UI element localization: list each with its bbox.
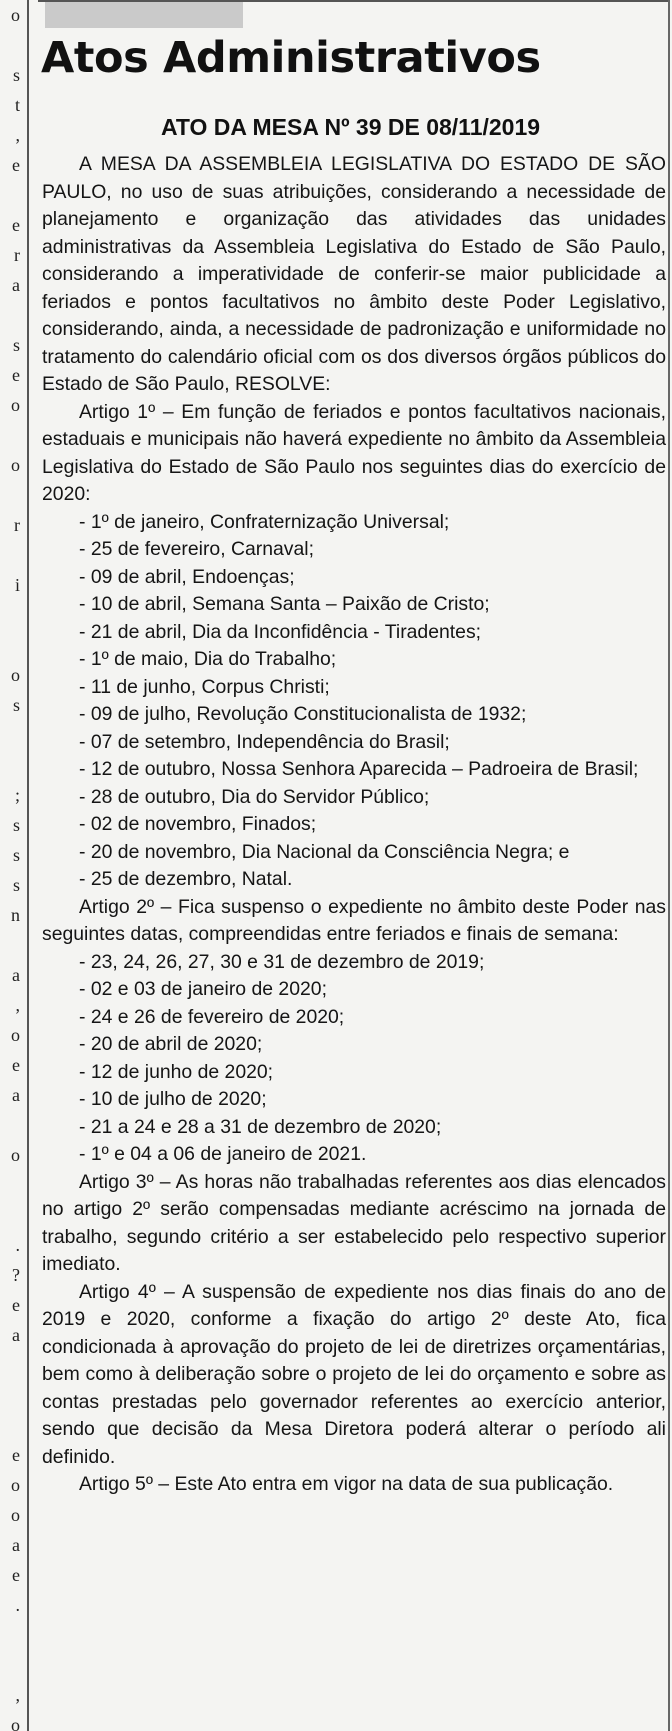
- article-3: Artigo 3º – As horas não trabalhadas referentes aos dias elencados no artigo 2º serão compensadas mediante acréscimo na jornada de trabalho, segundo critério a ser estabelecido pelo respectivo superior imediato.: [42, 1170, 666, 1275]
- margin-fragment: a: [12, 1325, 20, 1345]
- act-body: [42, 151, 666, 1499]
- suspended-dates-list: [42, 949, 666, 1169]
- margin-fragment: s: [12, 815, 20, 835]
- holiday-item: - 02 de novembro, Finados;: [79, 813, 317, 835]
- suspended-date-item: - 20 de abril de 2020;: [79, 1033, 263, 1055]
- act-title: ATO DA MESA Nº 39 DE 08/11/2019: [160, 114, 541, 140]
- holiday-item: - 10 de abril, Semana Santa – Paixão de Cristo;: [79, 593, 490, 615]
- margin-fragment: r: [14, 245, 20, 265]
- margin-fragment: ;: [14, 785, 20, 805]
- suspended-date-item: - 12 de junho de 2020;: [79, 1060, 274, 1083]
- column-right-rule: [668, 0, 670, 1731]
- margin-fragment: e: [12, 155, 20, 175]
- margin-fragment: a: [12, 275, 20, 295]
- margin-fragment: e: [12, 1445, 20, 1465]
- margin-fragment: o: [11, 1715, 20, 1731]
- margin-fragment: [0, 600, 20, 630]
- suspended-date-item: - 24 e 26 de fevereiro de 2020;: [79, 1005, 345, 1028]
- margin-fragment: s: [12, 695, 20, 715]
- margin-fragment: [0, 420, 20, 450]
- margin-fragment: ,: [15, 1685, 20, 1705]
- margin-fragment: [0, 630, 20, 660]
- margin-fragment: [0, 1200, 20, 1230]
- margin-fragment: a: [12, 1085, 20, 1105]
- suspended-date-item: - 21 a 24 e 28 a 31 de dezembro de 2020;: [79, 1115, 442, 1138]
- holiday-item: - 09 de abril, Endoenças;: [79, 565, 295, 588]
- margin-fragment: e: [12, 1055, 20, 1075]
- adjacent-column-fragments: [0, 0, 24, 1731]
- margin-fragment: [0, 1410, 20, 1440]
- holiday-item: - 20 de novembro, Dia Nacional da Consciência Negra; e: [79, 840, 570, 863]
- article-1: Artigo 1º – Em função de feriados e pontos facultativos nacionais, estaduais e municipais não haverá expediente no âmbito da Assembleia Legislativa do Estado de São Paulo nos seguintes dias do exercício de 2020:: [42, 400, 666, 505]
- article-5: Artigo 5º – Este Ato entra em vigor na data de sua publicação.: [79, 1473, 614, 1495]
- margin-fragment: a: [12, 965, 20, 985]
- margin-fragment: .: [15, 1235, 20, 1255]
- margin-fragment: s: [12, 335, 20, 355]
- margin-fragment: [0, 930, 20, 960]
- margin-fragment: s: [12, 65, 20, 85]
- holiday-item: - 25 de fevereiro, Carnaval;: [79, 538, 314, 560]
- margin-fragment: o: [11, 665, 20, 685]
- margin-fragment: [0, 30, 20, 60]
- margin-fragment: o: [11, 1505, 20, 1525]
- margin-fragment: [0, 540, 20, 570]
- margin-fragment: [0, 480, 20, 510]
- holiday-item: - 28 de outubro, Dia do Servidor Público;: [79, 785, 430, 808]
- suspended-date-item: - 23, 24, 26, 27, 30 e 31 de dezembro de 2019;: [79, 950, 485, 973]
- margin-fragment: [0, 1380, 20, 1410]
- article-2: Artigo 2º – Fica suspenso o expediente no âmbito deste Poder nas seguintes datas, compreendidas entre feriados e finais de semana:: [42, 895, 666, 945]
- margin-fragment: .: [15, 1595, 20, 1615]
- article-4: Artigo 4º – A suspensão de expediente nos dias finais do ano de 2019 e 2020, conforme a fixação do artigo 2º deste Ato, fica condicionada à aprovação do projeto de lei de diretrizes orçamentárias, bem como à deliberação sobre o projeto de lei do orçamento e sobre as contas prestadas pelo governador referentes ao exercício anterior, sendo que decisão da Mesa Diretora poderá alterar o período ali definido.: [42, 1280, 666, 1468]
- intro-paragraph: A MESA DA ASSEMBLEIA LEGISLATIVA DO ESTADO DE SÃO PAULO, no uso de suas atribuições, considerando a necessidade de planejamento e organização das atividades das unidades administrativas da Assembleia Legislativa do Estado de São Paulo, considerando a imperatividade de conferir-se maior publicidade a feriados e pontos facultativos no âmbito deste Poder Legislativo, considerando, ainda, a necessidade de padronização e uniformidade no tratamento do calendário oficial com os dos diversos órgãos públicos do Estado de São Paulo, RESOLVE:: [42, 153, 666, 395]
- margin-fragment: ?: [12, 1265, 20, 1285]
- margin-fragment: [0, 1350, 20, 1380]
- margin-fragment: [0, 1650, 20, 1680]
- margin-fragment: e: [12, 215, 20, 235]
- margin-fragment: s: [12, 875, 20, 895]
- margin-fragment: [0, 1620, 20, 1650]
- holiday-item: - 1º de janeiro, Confraternização Universal;: [79, 510, 450, 533]
- holiday-item: - 25 de dezembro, Natal.: [79, 868, 293, 890]
- margin-fragment: s: [12, 845, 20, 865]
- holiday-list: [42, 509, 666, 894]
- margin-fragment: [0, 720, 20, 750]
- margin-fragment: o: [11, 5, 20, 25]
- margin-fragment: o: [11, 1475, 20, 1495]
- margin-fragment: ,: [15, 125, 20, 145]
- margin-fragment: n: [11, 905, 20, 925]
- margin-fragment: o: [11, 1145, 20, 1165]
- section-title: Atos Administrativos: [41, 33, 541, 83]
- margin-fragment: e: [12, 1565, 20, 1585]
- holiday-item: - 1º de maio, Dia do Trabalho;: [79, 648, 337, 670]
- margin-fragment: e: [12, 1295, 20, 1315]
- holiday-item: - 21 de abril, Dia da Inconfidência - Tiradentes;: [79, 620, 482, 643]
- suspended-date-item: - 10 de julho de 2020;: [79, 1088, 267, 1110]
- holiday-item: - 11 de junho, Corpus Christi;: [79, 675, 330, 698]
- margin-fragment: i: [14, 575, 20, 595]
- margin-fragment: o: [11, 455, 20, 475]
- margin-fragment: t: [14, 95, 20, 115]
- section-label-bar: [45, 2, 243, 28]
- holiday-item: - 09 de julho, Revolução Constitucionalista de 1932;: [79, 703, 527, 725]
- margin-fragment: ,: [15, 995, 20, 1015]
- margin-fragment: o: [11, 395, 20, 415]
- margin-fragment: o: [11, 1025, 20, 1045]
- margin-fragment: [0, 1110, 20, 1140]
- suspended-date-item: - 1º e 04 a 06 de janeiro de 2021.: [79, 1143, 367, 1165]
- margin-fragment: r: [14, 515, 20, 535]
- holiday-item: - 12 de outubro, Nossa Senhora Aparecida – Padroeira de Brasil;: [79, 758, 639, 780]
- margin-fragment: a: [12, 1535, 20, 1555]
- margin-fragment: [0, 180, 20, 210]
- holiday-item: - 07 de setembro, Independência do Brasil;: [79, 730, 450, 753]
- margin-fragment: e: [12, 365, 20, 385]
- article-column: [27, 0, 670, 1731]
- margin-fragment: [0, 1170, 20, 1200]
- margin-fragment: [0, 300, 20, 330]
- suspended-date-item: - 02 e 03 de janeiro de 2020;: [79, 978, 327, 1000]
- margin-fragment: [0, 750, 20, 780]
